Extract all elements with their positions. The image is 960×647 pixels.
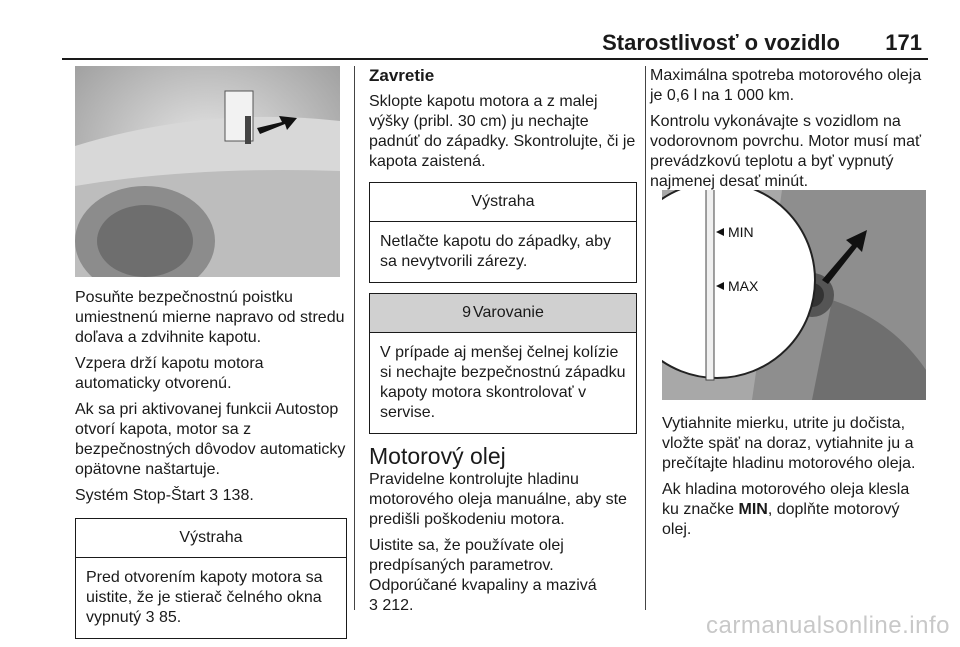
watermark: carmanualsonline.info bbox=[706, 612, 950, 639]
page-header bbox=[0, 30, 960, 60]
reference-page-link[interactable]: 212. bbox=[382, 597, 414, 614]
paragraph: Ak sa pri aktivovanej funkcii Autostop otvorí kapota, motor sa z bezpečnostných dôvodov automaticky opätovne naštartuje. bbox=[75, 401, 346, 478]
warning-box-body: Netlačte kapotu do západky, aby sa nevytvorili zárezy. bbox=[380, 233, 611, 270]
warning-box bbox=[369, 182, 637, 283]
ref-arrow-icon: 3 bbox=[145, 609, 155, 626]
paragraph: Kontrolu vykonávajte s vozidlom na vodorovnom povrchu. Motor musí mať prevádzkovú teplotu a byť vypnutý najmenej desať minút. bbox=[650, 113, 921, 190]
caution-box bbox=[369, 293, 637, 434]
caution-box-title: 9 Varovanie bbox=[370, 294, 636, 333]
warning-triangle-icon: 9 bbox=[462, 304, 472, 321]
paragraph: Vzpera drží kapotu motora automaticky otvorenú. bbox=[75, 355, 264, 392]
paragraph: Ak hladina motorového oleja klesla ku značke MIN, doplňte motorový olej. bbox=[662, 481, 910, 538]
reference-line bbox=[369, 576, 637, 616]
warning-box-body: Pred otvorením kapoty motora sa uistite, že je stierač čelného okna vypnutý 3 85. bbox=[86, 569, 323, 626]
paragraph: Maximálna spotreba motorového oleja je 0,6 l na 1 000 km. bbox=[650, 67, 922, 104]
page-title: Starostlivosť o vozidlo bbox=[602, 30, 840, 55]
section-title: Motorový olej bbox=[369, 443, 506, 469]
reference-text: Odporúčané kvapaliny a mazivá bbox=[369, 577, 597, 594]
paragraph: Vytiahnite mierku, utrite ju dočista, vložte späť na doraz, vytiahnite ju a prečítajte hladinu motorového oleja. bbox=[662, 415, 916, 472]
warning-box bbox=[75, 518, 347, 639]
right-column bbox=[650, 66, 928, 198]
ref-arrow-icon: 3 bbox=[369, 597, 378, 614]
reference-text: Systém Stop-Štart bbox=[75, 487, 205, 504]
column-divider bbox=[354, 66, 355, 610]
page-number: 171 bbox=[885, 30, 922, 55]
hood-latch-illustration bbox=[75, 66, 340, 277]
min-mark-label: MIN bbox=[738, 501, 768, 518]
paragraph: Sklopte kapotu motora a z malej výšky (pribl. 30 cm) ju nechajte padnúť do západky. Skontrolujte, či je kapota zaistená. bbox=[369, 93, 636, 170]
reference-line bbox=[75, 486, 347, 506]
paragraph: Posuňte bezpečnostnú poistku umiestnenú mierne napravo od stredu doľava a zdvihnite kapotu. bbox=[75, 289, 345, 346]
paragraph: Uistite sa, že používate olej predpísaných parametrov. bbox=[369, 537, 564, 574]
caution-box-body: V prípade aj menšej čelnej kolízie si nechajte bezpečnostnú západku kapoty motora skontrolovať v servise. bbox=[380, 344, 626, 421]
subheading: Zavretie bbox=[369, 66, 435, 85]
reference-page-link[interactable]: 85. bbox=[158, 609, 182, 626]
warning-box-title: Výstraha bbox=[370, 183, 636, 222]
header-rule bbox=[62, 58, 928, 60]
reference-page-link[interactable]: 138. bbox=[222, 487, 254, 504]
paragraph: Pravidelne kontrolujte hladinu motorového oleja manuálne, aby ste predišli poškodeniu motora. bbox=[369, 471, 627, 528]
dipstick-max-label: MAX bbox=[728, 278, 759, 294]
right-column-lower bbox=[662, 414, 926, 546]
dipstick-min-label: MIN bbox=[728, 224, 754, 240]
warning-box-title: Výstraha bbox=[76, 519, 346, 558]
ref-arrow-icon: 3 bbox=[209, 487, 219, 504]
middle-column bbox=[369, 66, 637, 622]
column-divider bbox=[645, 66, 646, 610]
dipstick-illustration bbox=[662, 190, 926, 400]
left-column bbox=[75, 288, 347, 647]
